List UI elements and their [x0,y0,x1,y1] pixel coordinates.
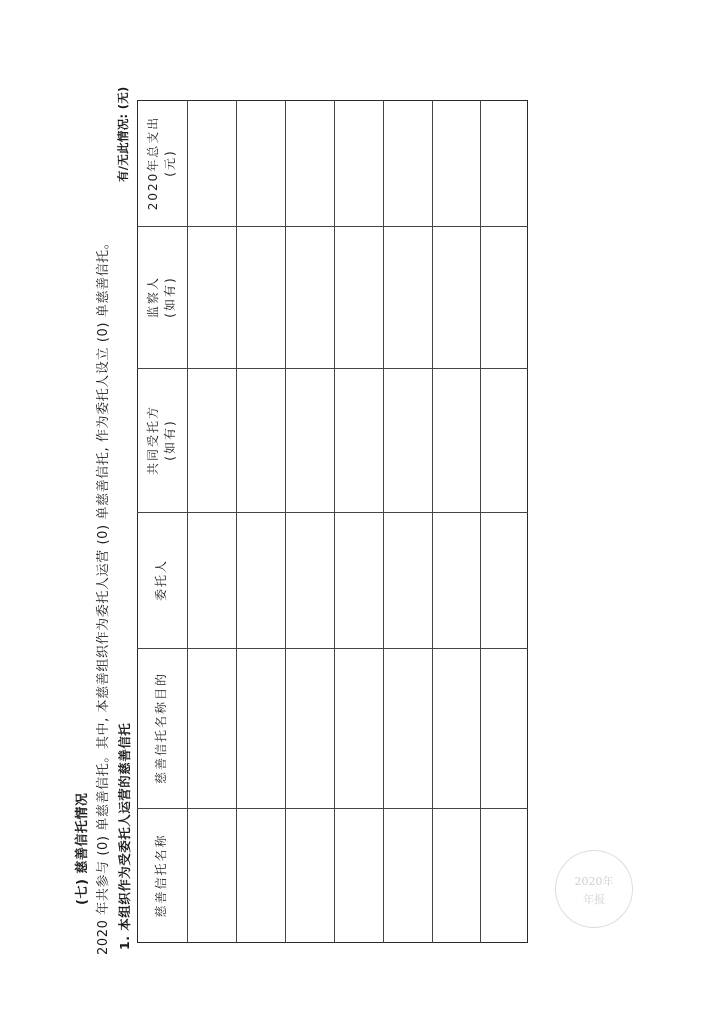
row-divider [334,100,335,943]
row-divider [187,100,188,943]
summary-text: 2020 年共参与 (0) 单慈善信托。其中, 本慈善组织作为委托人运营 (0) 单慈善信托, 作为委托人设立 (0) 单慈善信托。 [96,235,111,955]
row-divider [383,100,384,943]
row-divider [285,100,286,943]
row-divider [236,100,237,943]
header-total-expense: 2020年总支出 (元) [146,115,177,211]
header-supervisor: 监察人 (如有) [146,276,177,319]
column-divider [137,808,528,809]
header-trust-name: 慈善信托名称 [154,833,168,918]
watermark-stamp: 2020年 年报 [555,850,633,928]
subheading: 1. 本组织作为受委托人运营的慈善信托 [117,722,132,950]
section-title: (七) 慈善信托情况 [75,792,90,905]
row-divider [480,100,481,943]
column-divider [137,368,528,369]
row-divider [432,100,433,943]
header-trust-purpose: 慈善信托名称目的 [154,672,168,785]
column-divider [137,512,528,513]
column-divider [137,226,528,227]
header-settlor: 委托人 [154,559,168,602]
status-note: 有/无此情况: (无) [116,86,130,182]
column-divider [137,648,528,649]
header-co-trustee: 共同受托方 (如有) [146,405,177,476]
